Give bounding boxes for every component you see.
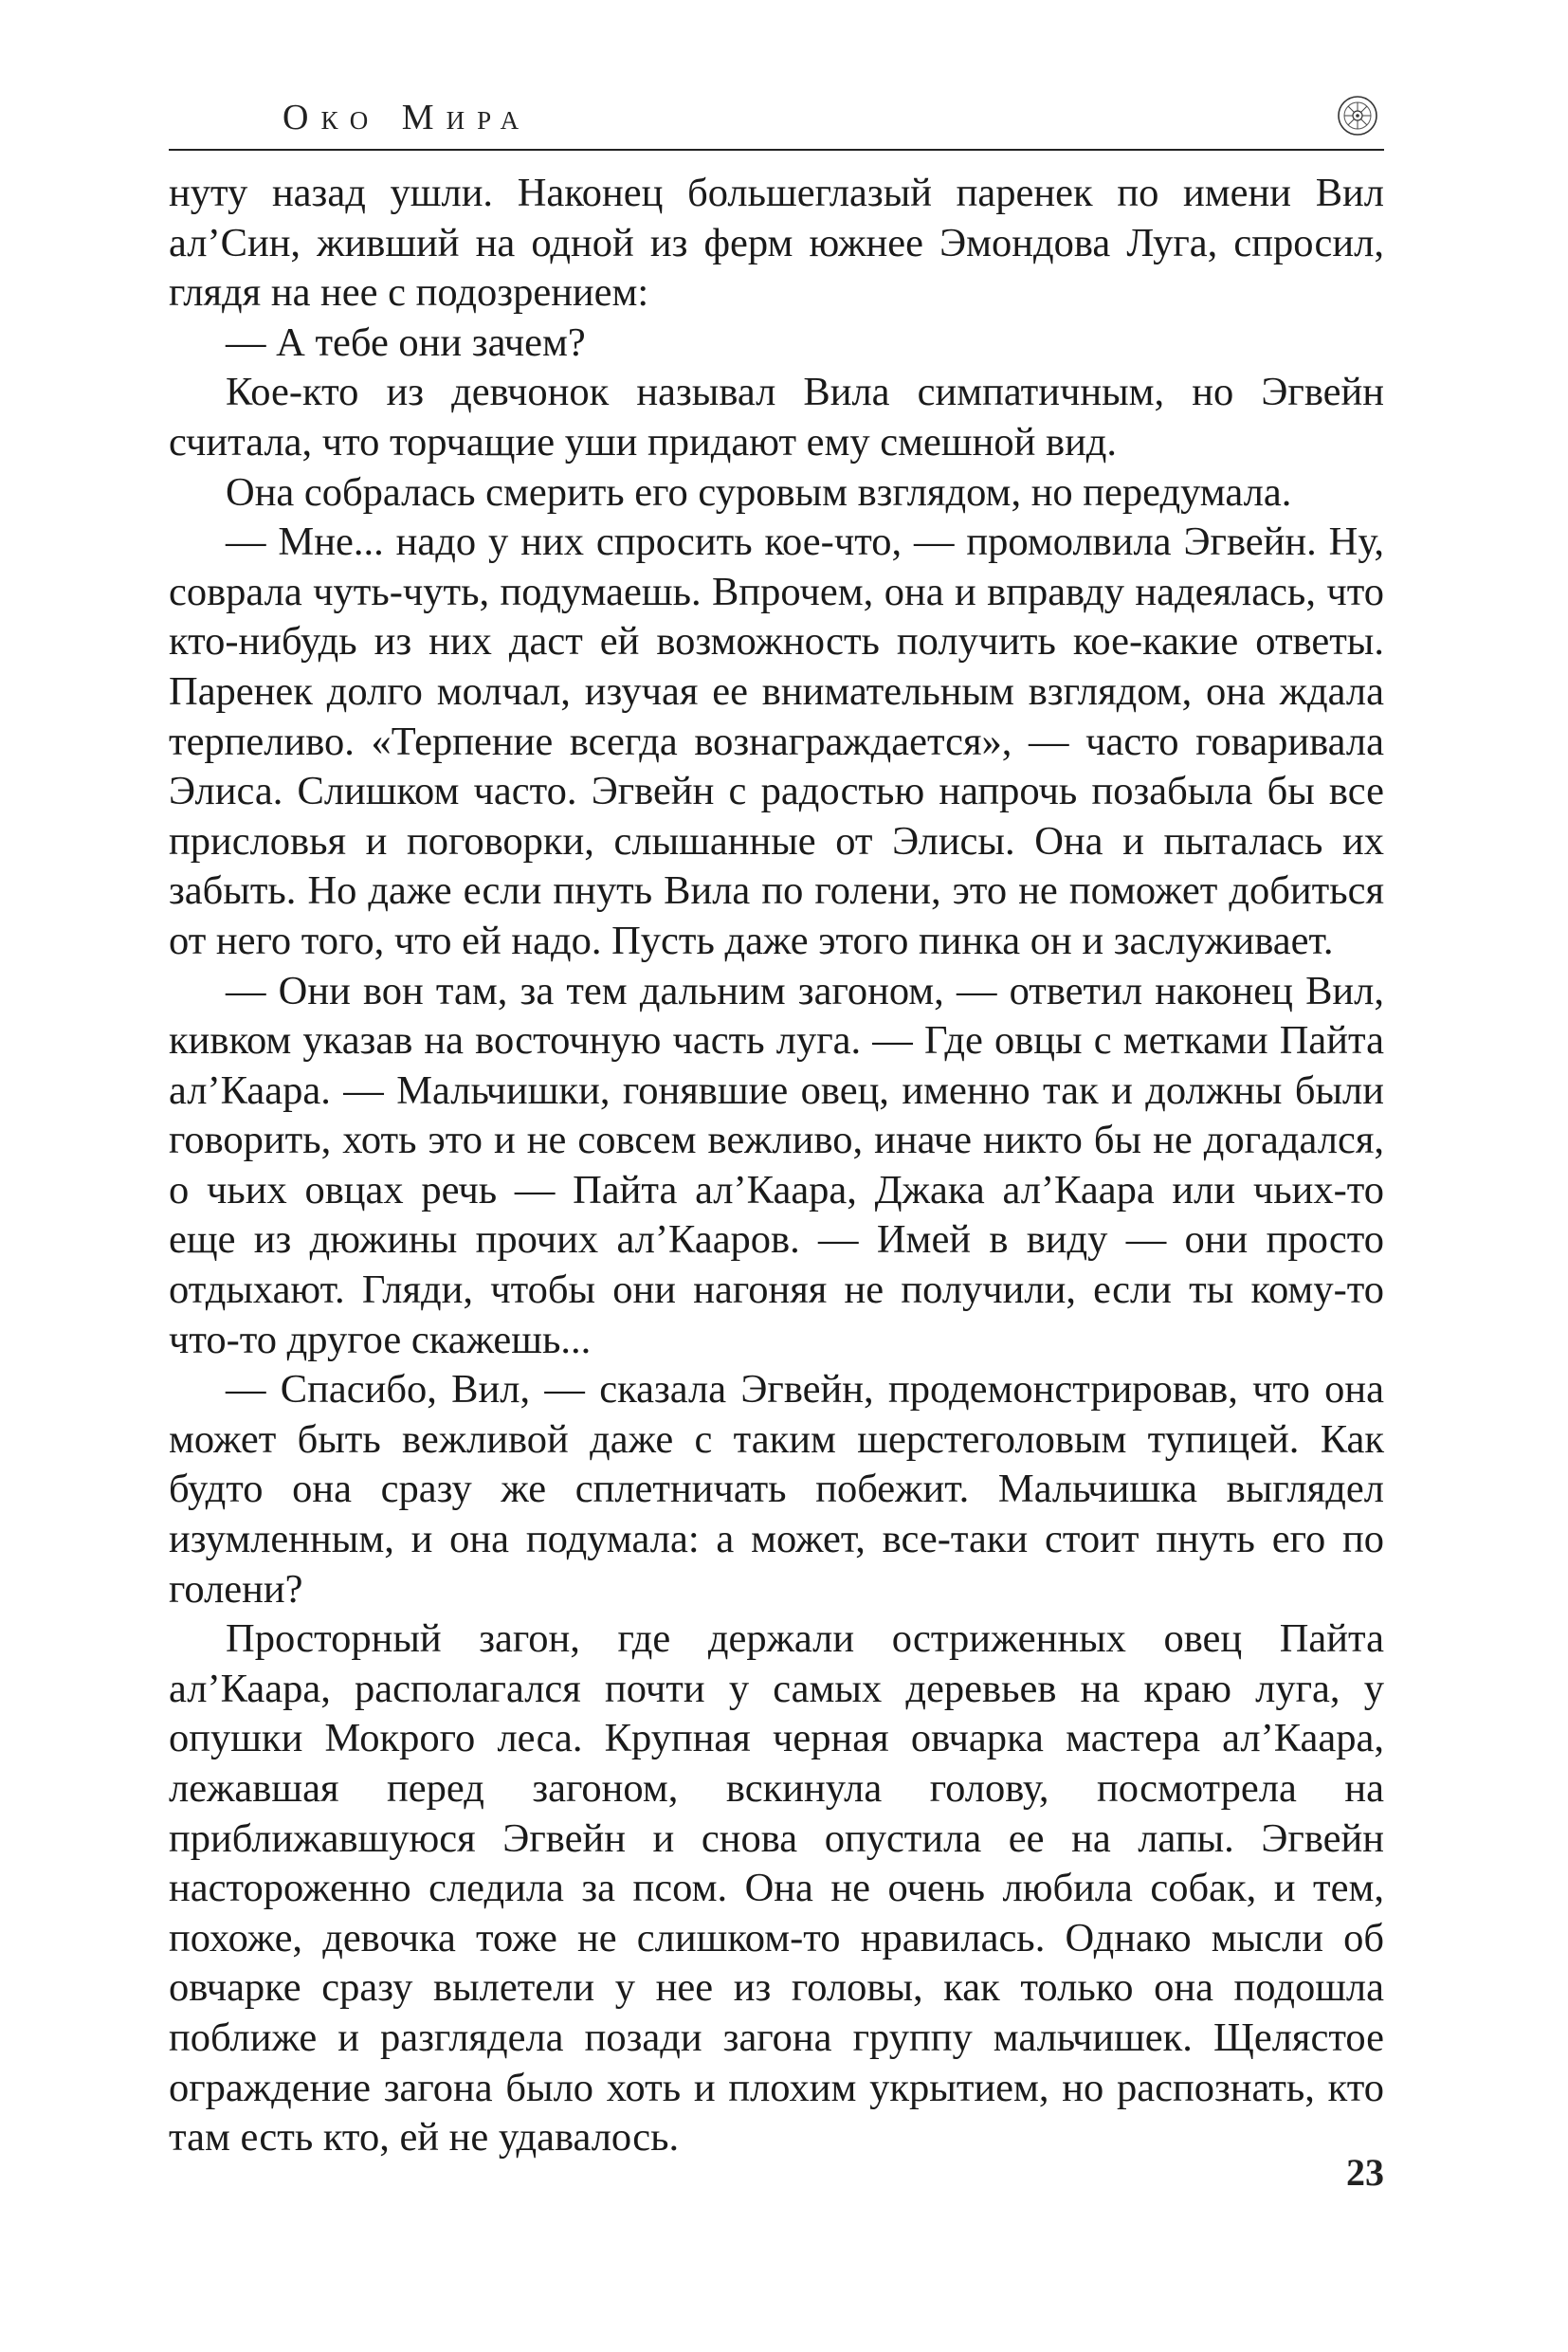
running-header — [169, 93, 1384, 150]
book-title: Око Мира — [283, 98, 532, 137]
paragraph: нуту назад ушли. Наконец большеглазый паренек по имени Вил ал’Син, живший на одной из ферм южнее Эмондова Луга, спросил, глядя на нее с подозрением: — [169, 171, 1384, 316]
header-rule — [169, 149, 1384, 151]
paragraph: Просторный загон, где держали остриженных овец Пайта ал’Каара, располагался почти у самых деревьев на краю луга, у опушки Мокрого леса. Крупная черная овчарка мастера ал’Каара, лежавшая перед загоном, вскинула голову, посмотрела на приближавшуюся Эгвейн и снова опустила ее на лапы. Эгвейн настороженно следила за псом. Она не очень любила собак, и тем, похоже, девочка тоже не слишком-то нравилась. Однако мысли об овчарке сразу вылетели у нее из головы, как только она подошла поближе и разглядела позади загона группу мальчишек. Щелястое ограждение загона было хоть и плохим укрытием, но распознать, кто там есть кто, ей не удавалось. — [169, 1616, 1384, 2161]
page-number: 23 — [1346, 2151, 1384, 2194]
paragraph: Она собралась смерить его суровым взглядом, но передумала. — [226, 469, 1292, 515]
paragraph: — Спасибо, Вил, — сказала Эгвейн, продемонстрировав, что она может быть вежливой даже с таким шерстеголовым тупицей. Как будто она сразу же сплетничать побежит. Мальчишка выглядел изумленным, и она подумала: а может, все-таки стоит пнуть его по голени? — [169, 1367, 1384, 1612]
paragraph: — А тебе они зачем? — [226, 319, 586, 365]
paragraph: — Мне... надо у них спросить кое-что, — промолвила Эгвейн. Ну, соврала чуть-чуть, подумаешь. Впрочем, она и вправду надеялась, что кто-нибудь из них даст ей возможность получить кое-какие ответы. Паренек долго молчал, изучая ее внимательным взглядом, она ждала терпеливо. «Терпение всегда вознаграждается», — часто говаривала Элиса. Слишком часто. Эгвейн с радостью напрочь позабыла бы все присловья и поговорки, слышанные от Элисы. Она и пыталась их забыть. Но даже если пнуть Вила по голени, это не поможет добиться от него того, что ей надо. Пусть даже этого пинка он и заслуживает. — [169, 520, 1384, 963]
paragraph: Кое-кто из девчонок называл Вила симпатичным, но Эгвейн считала, что торчащие уши придают ему смешной вид. — [169, 370, 1384, 465]
paragraph: — Они вон там, за тем дальним загоном, — ответил наконец Вил, кивком указав на восточную часть луга. — Где овцы с метками Пайта ал’Каара. — Мальчишки, гонявшие овец, именно так и должны были говорить, хоть это и не совсем вежливо, иначе никто бы не догадался, о чьих овцах речь — Пайта ал’Каара, Джака ал’Каара или чьих-то еще из дюжины прочих ал’Кааров. — Имей в виду — они просто отдыхают. Гляди, чтобы они нагоняя не получили, если ты кому-то что-то другое скажешь... — [169, 968, 1384, 1362]
page-body — [169, 169, 1384, 2163]
wheel-emblem-icon — [1337, 95, 1378, 137]
